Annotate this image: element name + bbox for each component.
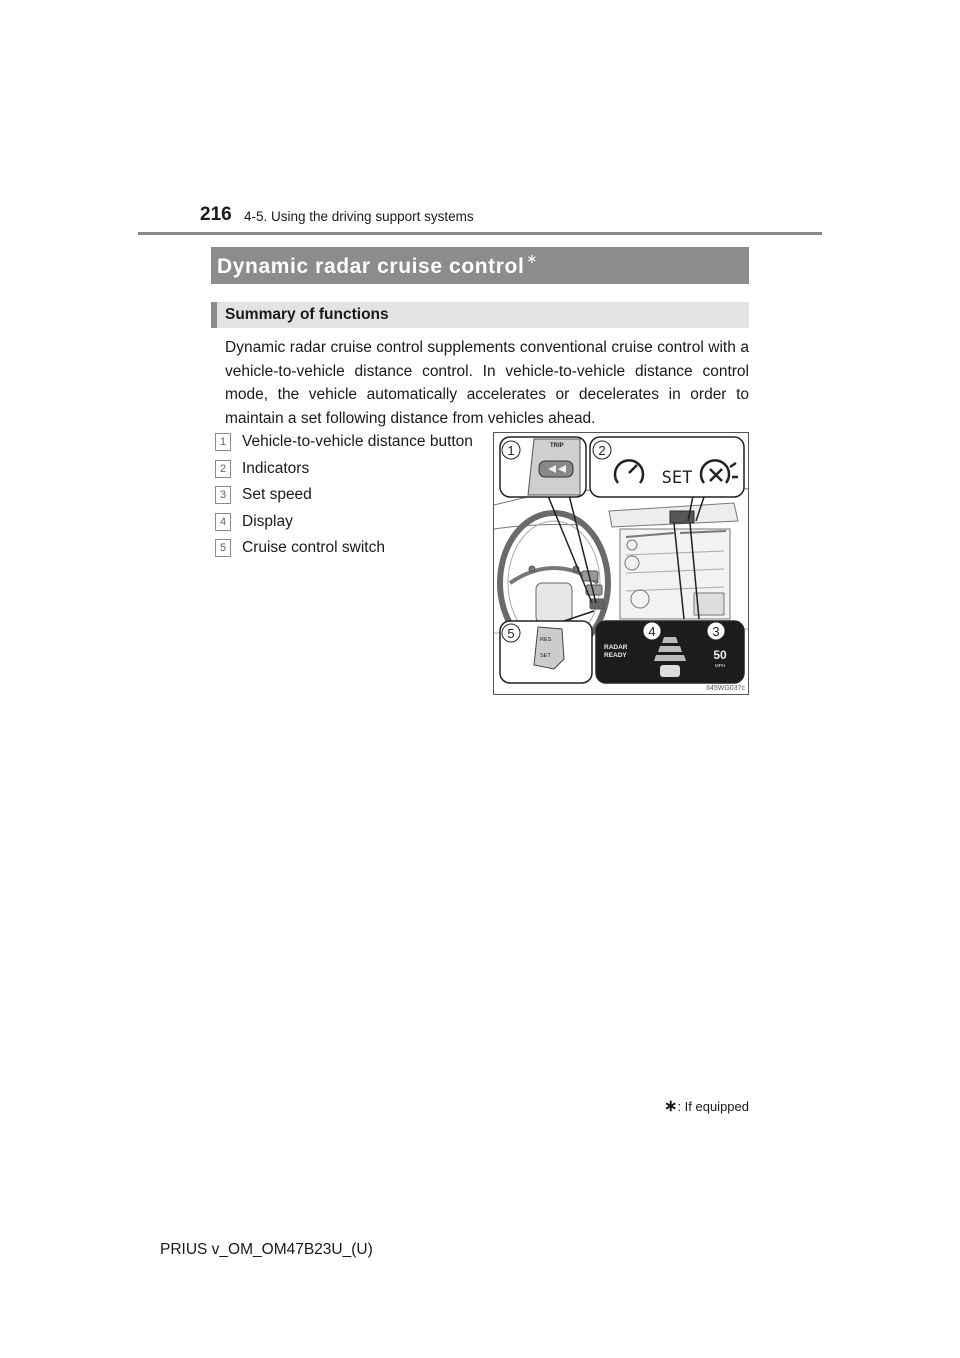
callout-box-2 xyxy=(590,437,744,497)
callout-label: Set speed xyxy=(242,486,312,503)
box-4-number: 4 xyxy=(648,624,656,639)
trip-button-label: TRIP xyxy=(550,443,564,449)
footnote xyxy=(664,1096,749,1116)
footer-document-id: PRIUS v_OM_OM47B23U_(U) xyxy=(160,1241,373,1258)
box-5-number: 5 xyxy=(507,626,515,641)
res-label: RES xyxy=(540,637,552,643)
footnote-marker: ∗ xyxy=(664,1098,678,1115)
subsection-title: Summary of functions xyxy=(225,306,389,323)
callout-item xyxy=(215,484,485,506)
callout-list xyxy=(215,431,485,564)
callout-label: Display xyxy=(242,512,293,530)
box-2-number: 2 xyxy=(598,443,606,458)
speed-value: 50 xyxy=(713,648,727,662)
set-indicator-text: SET xyxy=(661,468,693,488)
callout-item xyxy=(215,511,485,533)
ready-text: READY xyxy=(604,652,627,659)
set-label: SET xyxy=(540,653,551,659)
cruise-control-illustration xyxy=(493,432,749,695)
radar-text: RADAR xyxy=(604,644,628,651)
callout-box-1 xyxy=(500,437,586,497)
callout-item xyxy=(215,458,485,480)
dashboard-illustration xyxy=(494,433,748,694)
callout-number: 1 xyxy=(215,433,231,451)
equipped-marker: ∗ xyxy=(526,251,538,266)
callout-label: Indicators xyxy=(242,459,310,477)
section-path: 4-5. Using the driving support systems xyxy=(244,209,474,224)
page-title-text: Dynamic radar cruise control xyxy=(217,255,525,278)
title-bar xyxy=(211,247,749,284)
callout-label: Cruise control switch xyxy=(242,539,385,556)
callout-box-display xyxy=(596,621,744,683)
subsection-bar xyxy=(211,302,749,328)
callout-number: 2 xyxy=(215,460,231,478)
footnote-text: : If equipped xyxy=(677,1099,749,1114)
page-title xyxy=(217,253,538,279)
callout-number: 5 xyxy=(215,539,231,557)
header-rule xyxy=(138,232,822,235)
box-1-number: 1 xyxy=(507,443,515,458)
speed-unit: MPH xyxy=(715,663,725,668)
intro-paragraph: Dynamic radar cruise control supplements conventional cruise control with a vehicle-to-vehicle distance control. In vehicle-to-vehicle distance control mode, the vehicle automatically accelerates or decelerates in order to maintain a set following distance from vehicles ahead. xyxy=(225,339,749,427)
callout-number: 3 xyxy=(215,486,231,504)
callout-label: Vehicle-to-vehicle distance button xyxy=(242,433,473,450)
box-3-number: 3 xyxy=(712,624,720,639)
page-number: 216 xyxy=(200,204,232,225)
callout-number: 4 xyxy=(215,513,231,531)
callout-item xyxy=(215,537,485,559)
callout-item xyxy=(215,431,485,453)
callout-box-5 xyxy=(500,621,592,683)
dashboard-outline xyxy=(494,485,748,633)
figure-code: II45WG037c xyxy=(706,685,745,692)
